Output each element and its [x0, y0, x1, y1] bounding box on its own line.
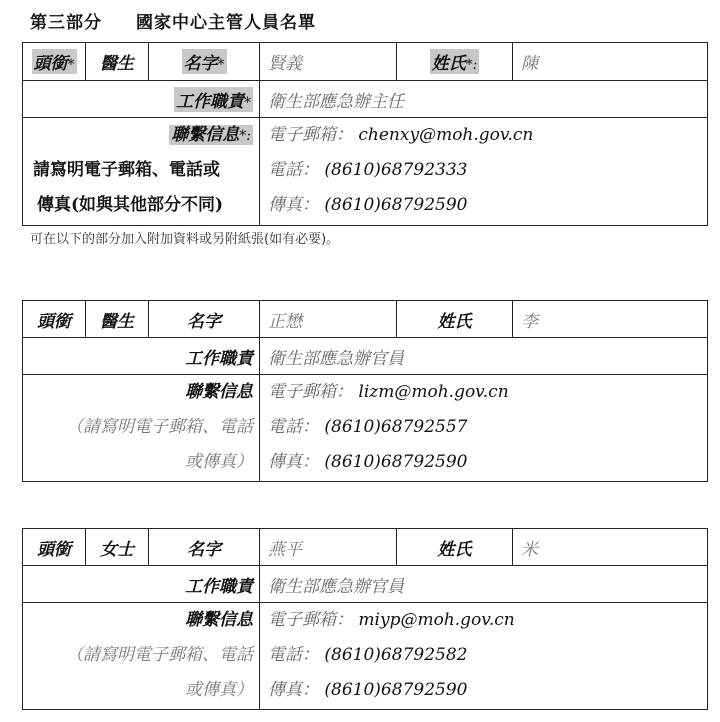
- given-name-label: 名字: [149, 301, 260, 337]
- surname-label: 姓氏: [397, 301, 513, 337]
- honorific-value: 醫生: [86, 301, 149, 337]
- contact-note-line-1: （請寫明電子郵箱、電話: [66, 645, 253, 665]
- email-value: miyp@moh.gov.cn: [358, 610, 515, 630]
- honorific-value: 醫生: [86, 43, 149, 80]
- job-label: 工作職責: [23, 338, 260, 374]
- title-label: 頭銜*: [23, 43, 86, 80]
- honorific-value: 女士: [86, 529, 149, 565]
- fax-value: (8610)68792590: [324, 680, 468, 700]
- contact-card-3: [22, 528, 708, 710]
- phone-value: (8610)68792333: [324, 160, 468, 180]
- contact-row: [23, 118, 707, 225]
- fax-value: (8610)68792590: [324, 195, 468, 215]
- name-row: [23, 301, 707, 338]
- job-value: 衛生部應急辦主任: [268, 91, 404, 112]
- email-line: 電子郵箱： lizm@moh.gov.cn: [268, 382, 509, 402]
- surname-label: 姓氏*:: [397, 43, 513, 80]
- contact-note-line-2: 或傳真）: [185, 680, 253, 700]
- contact-values-cell: [260, 603, 707, 709]
- section-heading: [30, 8, 316, 33]
- contact-note-line-1: 請寫明電子郵箱、電話或: [33, 160, 220, 180]
- contact-values-cell: [260, 375, 707, 481]
- fax-line: 傳真： (8610)68792590: [268, 452, 468, 472]
- title-label: 頭銜: [23, 301, 86, 337]
- contact-label: 聯繫信息: [185, 382, 253, 402]
- section-title: 國家中心主管人員名單: [136, 13, 316, 33]
- phone-line: 電話： (8610)68792557: [268, 417, 468, 437]
- phone-value: (8610)68792557: [324, 417, 468, 437]
- email-value: lizm@moh.gov.cn: [358, 382, 509, 402]
- job-label: 工作職責*: [23, 81, 260, 117]
- contact-card-1: [22, 42, 708, 226]
- fax-line: 傳真： (8610)68792590: [268, 680, 468, 700]
- job-value: 衛生部應急辦官員: [268, 576, 404, 597]
- contact-note-line-2: 傳真(如與其他部分不同): [37, 195, 224, 215]
- given-name-value: 正懋: [260, 301, 397, 337]
- title-label: 頭銜: [23, 529, 86, 565]
- surname-value: 米: [521, 539, 538, 560]
- given-name-value: 燕平: [260, 529, 397, 565]
- job-row: [23, 81, 707, 118]
- given-name-label: 名字: [149, 529, 260, 565]
- given-name-label: 名字*: [149, 43, 260, 80]
- name-row: [23, 529, 707, 566]
- fax-line: 傳真： (8610)68792590: [268, 195, 468, 215]
- contact-label-cell: [23, 375, 260, 481]
- email-value: chenxy@moh.gov.cn: [358, 125, 534, 145]
- section-part: 第三部分: [30, 13, 102, 33]
- contact-label: 聯繫信息: [185, 610, 253, 630]
- job-row: [23, 338, 707, 375]
- fax-value: (8610)68792590: [324, 452, 468, 472]
- phone-line: 電話： (8610)68792333: [268, 160, 468, 180]
- phone-value: (8610)68792582: [324, 645, 468, 665]
- contact-values-cell: [260, 118, 707, 225]
- contact-row: [23, 603, 707, 709]
- surname-label: 姓氏: [397, 529, 513, 565]
- contact-note-line-2: 或傳真）: [185, 452, 253, 472]
- job-label: 工作職責: [23, 566, 260, 602]
- surname-value: 李: [521, 311, 538, 332]
- email-line: 電子郵箱： miyp@moh.gov.cn: [268, 610, 515, 630]
- job-row: [23, 566, 707, 603]
- contact-card-2: [22, 300, 708, 482]
- surname-value: 陳: [521, 54, 538, 74]
- email-line: 電子郵箱： chenxy@moh.gov.cn: [268, 125, 534, 145]
- contact-note-line-1: （請寫明電子郵箱、電話: [66, 417, 253, 437]
- contact-label: 聯繫信息*:: [171, 125, 251, 145]
- phone-line: 電話： (8610)68792582: [268, 645, 468, 665]
- contact-label-cell: [23, 603, 260, 709]
- name-row: [23, 43, 707, 81]
- job-value: 衛生部應急辦官員: [268, 348, 404, 369]
- contact-label-cell: [23, 118, 260, 225]
- given-name-value: 賢義: [260, 43, 397, 80]
- footnote: 可在以下的部分加入附加資料或另附紙張(如有必要)。: [30, 232, 340, 247]
- contact-row: [23, 375, 707, 481]
